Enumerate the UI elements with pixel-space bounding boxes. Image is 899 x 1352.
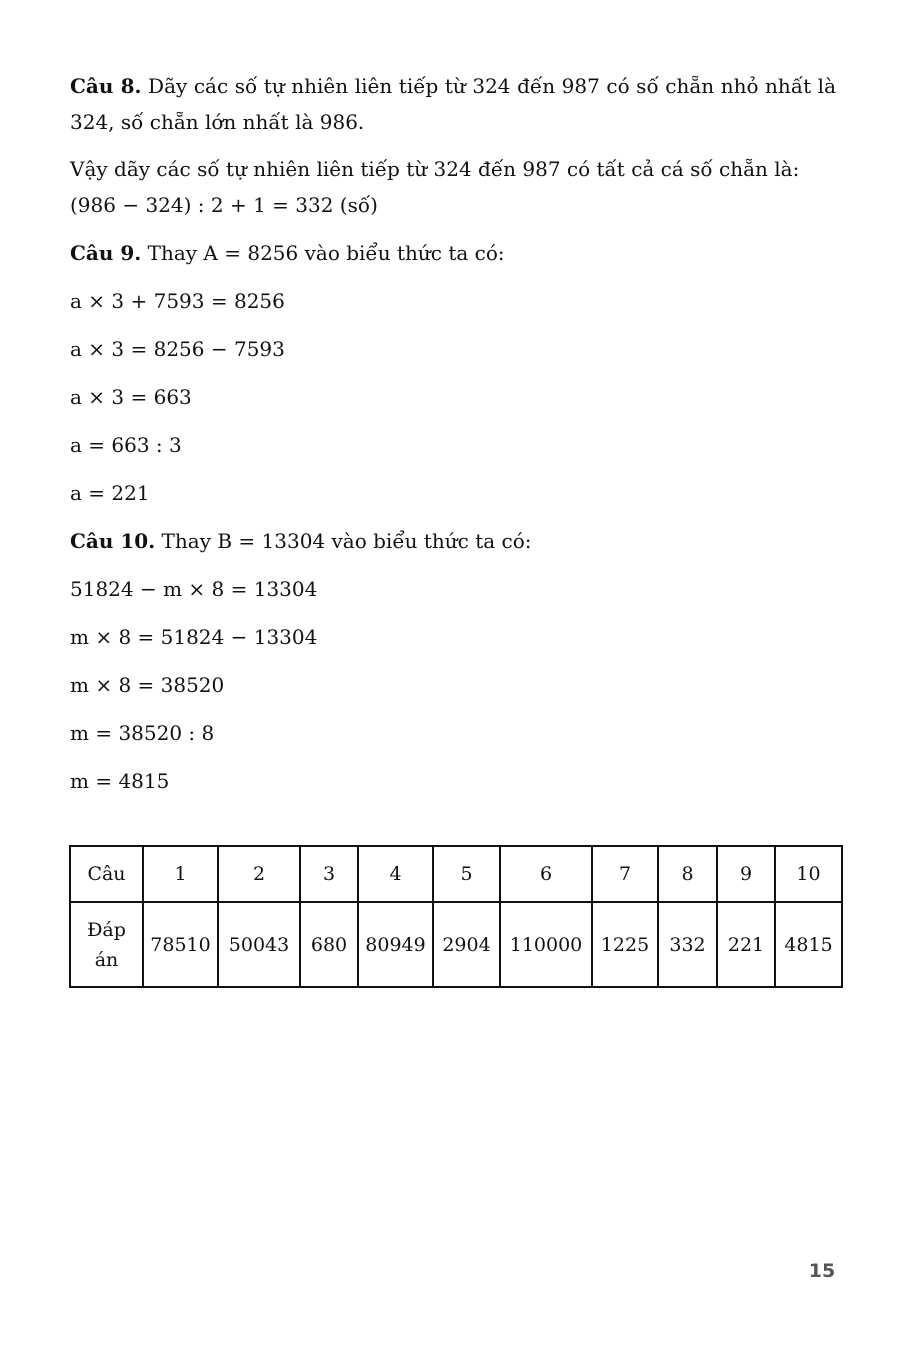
q8-calc: (986 − 324) : 2 + 1 = 332 (số) [70, 193, 378, 217]
question-number-cell: 6 [500, 846, 592, 902]
answer-cell: 221 [717, 902, 775, 987]
q9-label: Câu 9. [70, 241, 142, 265]
question-number-cell: 9 [717, 846, 775, 902]
q8-conclusion [70, 151, 836, 223]
solutions-content [70, 68, 836, 811]
question-number-cell: 7 [592, 846, 658, 902]
answer-table [69, 845, 843, 988]
question-number-cell: 3 [300, 846, 358, 902]
q10-step: m × 8 = 51824 − 13304 [70, 625, 318, 649]
answer-label-text: Đáp án [87, 918, 126, 971]
answer-table-header-row [70, 846, 842, 902]
q10-step: m = 4815 [70, 769, 170, 793]
q9-text: Thay A = 8256 vào biểu thức ta có: [141, 241, 505, 265]
q9-step: a × 3 + 7593 = 8256 [70, 289, 285, 313]
answer-cell: 1225 [592, 902, 658, 987]
q10-step: m × 8 = 38520 [70, 673, 225, 697]
q9-step: a = 663 : 3 [70, 433, 182, 457]
q8-paragraph [70, 68, 836, 140]
q10-step: m = 38520 : 8 [70, 721, 215, 745]
answer-cell: 50043 [218, 902, 300, 987]
q9-step: a = 221 [70, 481, 150, 505]
q10-heading [70, 523, 836, 559]
answer-cell: 4815 [775, 902, 842, 987]
q9-step: a × 3 = 663 [70, 385, 192, 409]
answer-cell: 110000 [500, 902, 592, 987]
question-number-cell: 1 [143, 846, 218, 902]
q8-conclusion-text: Vậy dãy các số tự nhiên liên tiếp từ 324 đến 987 có tất cả cá số chẵn là: [70, 157, 800, 181]
answer-label-cell [70, 902, 143, 987]
page-number: 15 [808, 1260, 836, 1282]
q9-heading [70, 235, 836, 271]
answer-table-answer-row [70, 902, 842, 987]
q10-label: Câu 10. [70, 529, 156, 553]
question-number-cell: 4 [358, 846, 433, 902]
q10-text: Thay B = 13304 vào biểu thức ta có: [155, 529, 532, 553]
answer-cell: 332 [658, 902, 717, 987]
question-number-cell: 5 [433, 846, 500, 902]
header-label-cell: Câu [70, 846, 143, 902]
question-number-cell: 2 [218, 846, 300, 902]
answer-cell: 2904 [433, 902, 500, 987]
question-number-cell: 10 [775, 846, 842, 902]
q10-step: 51824 − m × 8 = 13304 [70, 577, 318, 601]
question-number-cell: 8 [658, 846, 717, 902]
q8-text: Dãy các số tự nhiên liên tiếp từ 324 đến 987 có số chẵn nhỏ nhất là 324, số chẵn lớn nhất là 986. [70, 74, 836, 134]
answer-cell: 680 [300, 902, 358, 987]
q9-step: a × 3 = 8256 − 7593 [70, 337, 285, 361]
answer-cell: 78510 [143, 902, 218, 987]
answer-cell: 80949 [358, 902, 433, 987]
q8-label: Câu 8. [70, 74, 142, 98]
